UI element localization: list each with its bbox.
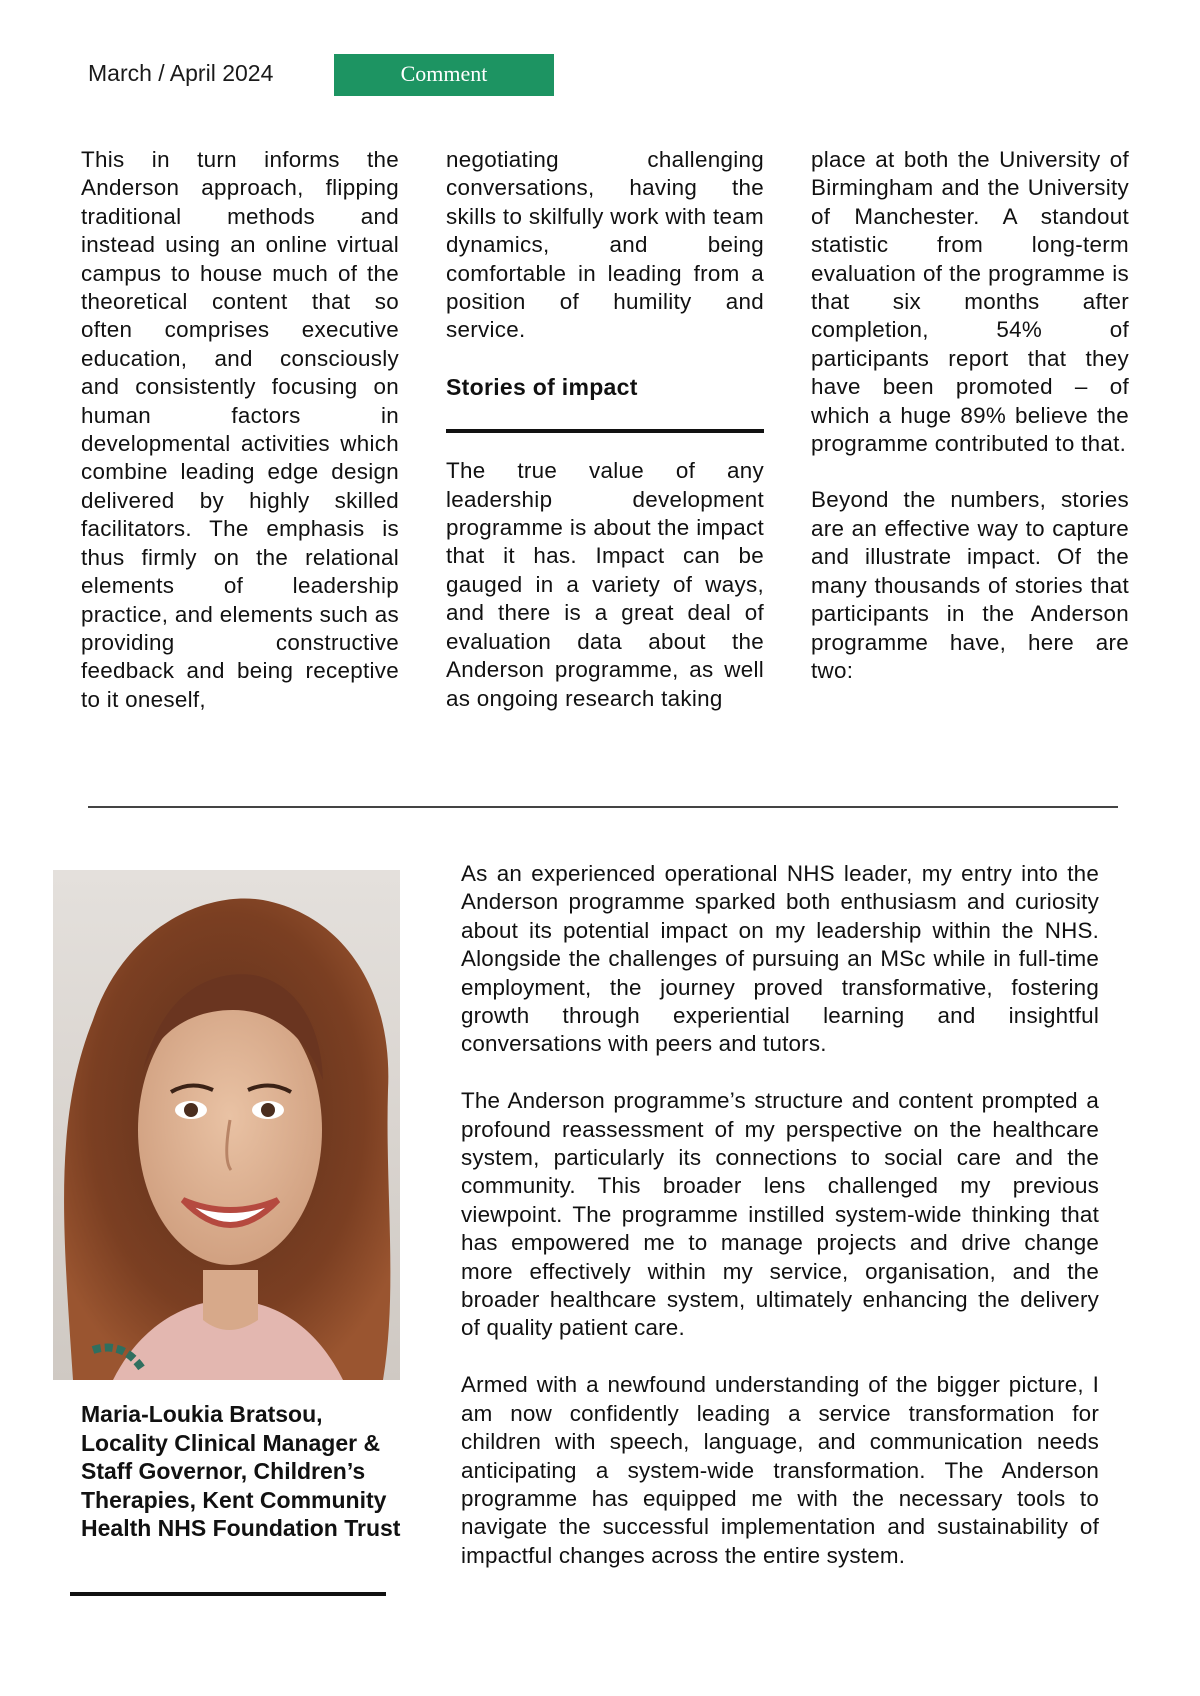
section-divider	[88, 806, 1118, 808]
subheading-rule	[446, 429, 764, 433]
testimonial-paragraph: The Anderson programme’s structure and content prompted a profound reassessment of my perspective on the healthcare system, particularly its connections to social care and the community. This broader lens challenged my previous viewpoint. The programme instilled system-wide thinking that has empowered me to manage projects and drive change more effectively within my service, organisation, and the broader healthcare system, ultimately enhancing the delivery of quality patient care.	[461, 1088, 1099, 1341]
section-tag: Comment	[334, 54, 554, 96]
caption-rule	[70, 1592, 386, 1596]
article-column-2	[446, 146, 764, 741]
article-paragraph: place at both the University of Birmingham and the University of Manchester. A standout statistic from long-term evaluation of the programme is that six months after completion, 54% of participants report that they have been promoted – of which a huge 89% believe the programme contributed to that.	[811, 147, 1129, 457]
article-column-1	[81, 146, 399, 742]
testimonial-paragraph: As an experienced operational NHS leader, my entry into the Anderson programme sparked both enthusiasm and curiosity about its potential impact on my leadership within the NHS. Alongside the challenges of pursuing an MSc while in full-time employment, the journey proved transformative, fostering growth through experiential learning and insightful conversations with peers and tutors.	[461, 861, 1099, 1057]
testimonial	[461, 860, 1099, 1599]
portrait-photo-icon	[53, 870, 400, 1380]
article-paragraph: The true value of any leadership development programme is about the impact that it has. Impact can be gauged in a variety of ways, and there is a great deal of evaluation data about the Anderson programme, as well as ongoing research taking	[446, 458, 764, 711]
testimonial-paragraph: Armed with a newfound understanding of the bigger picture, I am now confidently leading a service transformation for children with speech, language, and communication needs anticipating a system-wide transformation. The Anderson programme has equipped me with the necessary tools to navigate the successful implementation and sustainability of impactful changes across the entire system.	[461, 1372, 1099, 1568]
article-paragraph: Beyond the numbers, stories are an effective way to capture and illustrate impact. Of the many thousands of stories that participants in the Anderson programme have, here are two:	[811, 487, 1129, 683]
article-column-3	[811, 146, 1129, 713]
section-subheading: Stories of impact	[446, 373, 638, 400]
article-paragraph: This in turn informs the Anderson approach, flipping traditional methods and instead using an online virtual campus to house much of the theoretical content that so often comprises executive education, and consciously and consistently focusing on human factors in developmental activities which combine leading edge design delivered by highly skilled facilitators. The emphasis is thus firmly on the relational elements of leadership practice, and elements such as providing constructive feedback and being receptive to it oneself,	[81, 147, 399, 712]
profile-caption: Maria-Loukia Bratsou, Locality Clinical Manager & Staff Governor, Children’s Therapies, Kent Community Health NHS Foundation Trust	[81, 1401, 401, 1541]
issue-date: March / April 2024	[88, 60, 274, 86]
article-paragraph: negotiating challenging conversations, having the skills to skilfully work with team dynamics, and being comfortable in leading from a position of humility and service.	[446, 147, 764, 343]
